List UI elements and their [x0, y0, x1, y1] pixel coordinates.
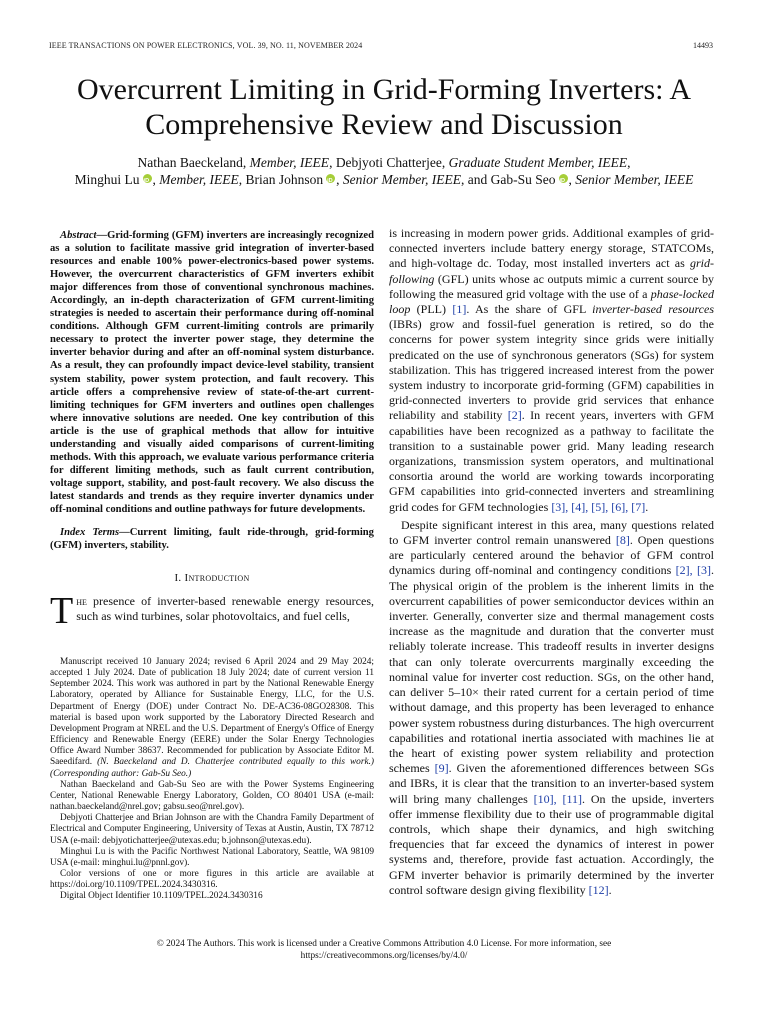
author-line-1: [40, 154, 728, 171]
orcid-icon[interactable]: [559, 174, 568, 183]
body-text: (PLL): [410, 302, 453, 317]
title-line-1: Overcurrent Limiting in Grid-Forming Inverters: A: [76, 73, 692, 106]
footnote-color: Color versions of one or more figures in this article are available at https://doi.org/10.1109/TPEL.2024.3430316.: [50, 868, 374, 891]
body-text: Despite significant interest in this area, many questions related to GFM inverter control remain unanswered: [389, 517, 714, 548]
body-text: . Given the aforementioned differences between SGs and IBRs, it is clear that the transition to an inverter-based system will bring many challenges: [389, 761, 714, 806]
author-role: Senior Member, IEEE: [575, 172, 694, 187]
title-line-2: Comprehensive Review and Discussion: [145, 108, 623, 141]
body-text: . In recent years, inverters with GFM capabilities have been recognized as a pathway to facilitate the transition to a sustainable power grid. Many leading research organizations, transmission system operators, and multinational consortia around the world are working towards incorporating GFM capabilities into grid-connected inverters and streamlining grid codes for GFM technologies: [389, 408, 714, 514]
author-role: Member, IEEE: [249, 155, 330, 170]
orcid-icon[interactable]: [326, 174, 335, 183]
author-role: Graduate Student Member, IEEE: [448, 155, 628, 170]
citation-link[interactable]: [8]: [615, 533, 630, 548]
author-role: Senior Member, IEEE: [342, 172, 461, 187]
section-title: Introduction: [184, 572, 250, 585]
index-terms-text: —Current limiting, fault ride-through, grid-forming (GFM) inverters, stability.: [50, 527, 374, 552]
abstract-text: —Grid-forming (GFM) inverters are increasingly recognized as a solution to facilitate massive grid integration of inverter-based resources and enable 100% power-electronics-based power systems. However, the overcurrent characteristics of GFM inverters exhibit major differences from those of conventional synchronous machines. Accordingly, an in-depth characterization of GFM current-limiting strategies is needed to ascertain their performance during off-nominal conditions. Although GFM current-limiting controls are primarily necessary to protect the inverter power stage, they determine the inverter behavior during and after an off-nominal system disturbance. As a result, they can profoundly impact device-level stability, transient system stability, power system protection, and fault recovery. This article offers a comprehensive review of state-of-the-art current-limiting techniques for GFM inverters and outlines open challenges where innovative solutions are needed. One key contribution of this article is the use of graphical methods that allow for intuitive understanding and visually aided comparisons of current-limiting methods. With this approach, we evaluate various performance criteria for different limiting methods, such as fault current contribution, voltage support, stability, and post-fault recovery. We also discuss the latest standards and trends as they require inverter dynamics under off-nominal conditions and outline pathways for future developments.: [50, 230, 374, 515]
orcid-icon[interactable]: [143, 174, 152, 183]
page-number: 14493: [693, 41, 713, 50]
author-name: Minghui Lu: [74, 172, 140, 187]
body-text: . The physical origin of the problem is the inherent limits in the overcurrent capabilities of power semiconductor devices within an inverter. Generally, converter size and thermal management costs increase as the magnitude and duration that the converter must reliably tolerate increase. This tradeoff results in inverter designs that can only tolerate overcurrents marginally exceeding the nominal value for inverter cost reduction. SGs, on the other hand, can deliver 5–10× their rated current for a certain period of time without damage, and this property has been leveraged to enhance power system robustness during disturbances. The high overcurrent capabilities and rotational inertia associated with machines lie at the heart of existing power system reliability and protection schemes: [389, 563, 714, 776]
index-terms: [50, 526, 374, 552]
body-text: .: [645, 499, 649, 514]
citation-link[interactable]: [10], [11]: [533, 791, 583, 806]
footnote-doi: Digital Object Identifier 10.1109/TPEL.2024.3430316: [60, 891, 263, 902]
license-footer: [40, 939, 728, 962]
body-text: . Open questions are particularly centered around the behavior of GFM control dynamics during off-nominal and contingency conditions: [389, 533, 715, 578]
body-paragraph: [389, 518, 714, 898]
drop-cap: T: [50, 590, 74, 633]
author-line-2: Minghui LuiD , Member, IEEE, Brian JohnsoniD , Senior Member, IEEE, and Gab-Su SeoiD , Senior Member, IEEE: [40, 171, 728, 188]
footnote-affiliation: Nathan Baeckeland and Gab-Su Seo are with the Power Systems Engineering Center, National Renewable Energy Laboratory, Golden, CO 80401 USA (e-mail: nathan.baeckeland@nrel.gov; gabsu.seo@nrel.gov).: [50, 779, 374, 813]
author-name: , Brian Johnson: [238, 172, 324, 187]
citation-link[interactable]: [12]: [588, 882, 609, 897]
intro-caps: he: [76, 594, 87, 609]
abstract: [50, 229, 374, 516]
body-text: .: [608, 882, 612, 897]
term-italic: grid-following: [389, 256, 714, 286]
body-text: . On the upside, inverters offer immense flexibility due to their use of programmable digital controls, which shape their dynamics, and high switching frequencies that far exceed the dynamics of interest in power systems and, therefore, provide fast actuation. Accordingly, the GFM inverter behavior is primarily determined by the inverter control software design giving flexibility: [389, 791, 714, 897]
author-separator: ,: [627, 155, 631, 170]
body-paragraph: [389, 226, 714, 515]
footnote-text: Manuscript received 10 January 2024; revised 6 April 2024 and 29 May 2024; accepted 1 July 2024. Date of publication 18 July 2024; date of current version 11 September 2024. This work was authored in part by the National Renewable Energy Laboratory, operated by Alliance for Sustainable Energy, LLC, for the U.S. Department of Energy (DOE) under Contract No. DE-AC36-08GO28308. This material is based upon work supported by the Laboratory Directed Research and Development Program at NREL and the U.S. Department of Energy's Office of Energy Efficiency and Renewable Energy (EERE) under the Solar Energy Technologies Office Award Number 38637. Recommended for publication by Associate Editor M. Saeedifard.: [50, 657, 374, 768]
author-name: , Debjyoti Chatterjee,: [329, 155, 449, 170]
right-column: [389, 226, 714, 898]
body-text: is increasing in modern power grids. Additional examples of grid-connected inverters include battery energy storage, STATCOMs, and high-voltage dc. Today, most installed inverters act as: [389, 226, 714, 271]
body-text: . As the share of GFL: [466, 302, 593, 317]
body-text: (GFL) units whose ac outputs mimic a current source by following the measured grid voltage with the use of a: [389, 271, 714, 301]
citation-link[interactable]: [2]: [507, 408, 522, 423]
author-role: Member, IEEE: [159, 172, 239, 187]
intro-text: presence of inverter-based renewable energy resources, such as wind turbines, solar photovoltaics, and fuel cells,: [76, 594, 374, 624]
footnote-affiliation: Minghui Lu is with the Pacific Northwest National Laboratory, Seattle, WA 98109 USA (e-mail: minghui.lu@pnnl.gov).: [50, 846, 374, 868]
license-link[interactable]: https://creativecommons.org/licenses/by/4.0/: [300, 950, 468, 961]
footnote-manuscript: [50, 657, 374, 780]
citation-link[interactable]: [1]: [452, 302, 467, 317]
license-line-1: © 2024 The Authors. This work is licensed under a Creative Commons Attribution 4.0 License. For more information, see: [156, 939, 612, 949]
author-name: , and Gab-Su Seo: [461, 172, 556, 187]
body-text: (IBRs) grow and fossil-fuel generation is retired, so do the concerns for power system integrity since grids were initially predicated on the use of synchronous generators (SGs) for system stabilization. This has triggered increased interest from the power system industry to incorporate grid-forming (GFM) capabilities in grid-connected inverters to provide grid services that enhance reliability and stability: [389, 317, 714, 423]
paper-title: [40, 72, 728, 142]
index-terms-lead: Index Terms: [60, 527, 120, 539]
citation-link[interactable]: [3], [4], [5], [6], [7]: [551, 499, 646, 514]
term-italic: phase-locked loop: [389, 286, 714, 317]
author-list: [40, 154, 728, 188]
abstract-lead: Abstract: [60, 230, 97, 241]
intro-paragraph: [50, 590, 374, 633]
citation-link[interactable]: [9]: [434, 761, 449, 776]
left-column: [50, 229, 374, 633]
footnotes: [50, 657, 374, 902]
journal-header: IEEE TRANSACTIONS ON POWER ELECTRONICS, VOL. 39, NO. 11, NOVEMBER 2024: [49, 41, 363, 50]
section-heading: [50, 572, 374, 584]
author-name: Nathan Baeckeland,: [137, 155, 250, 170]
citation-link[interactable]: [2], [3]: [675, 563, 711, 578]
term-italic: inverter-based resources: [592, 302, 715, 317]
footnote-affiliation: Debjyoti Chatterjee and Brian Johnson are with the Chandra Family Department of Electrical and Computer Engineering, University of Texas at Austin, Austin, TX 78712 USA (e-mail: debjyotichatterjee@utexas.edu; b.johnson@utexas.edu).: [50, 813, 374, 846]
section-numeral: I.: [174, 572, 185, 585]
footnote-italic: (N. Baeckeland and D. Chatterjee contributed equally to this work.) (Corresponding author: Gab-Su Seo.): [50, 757, 374, 779]
